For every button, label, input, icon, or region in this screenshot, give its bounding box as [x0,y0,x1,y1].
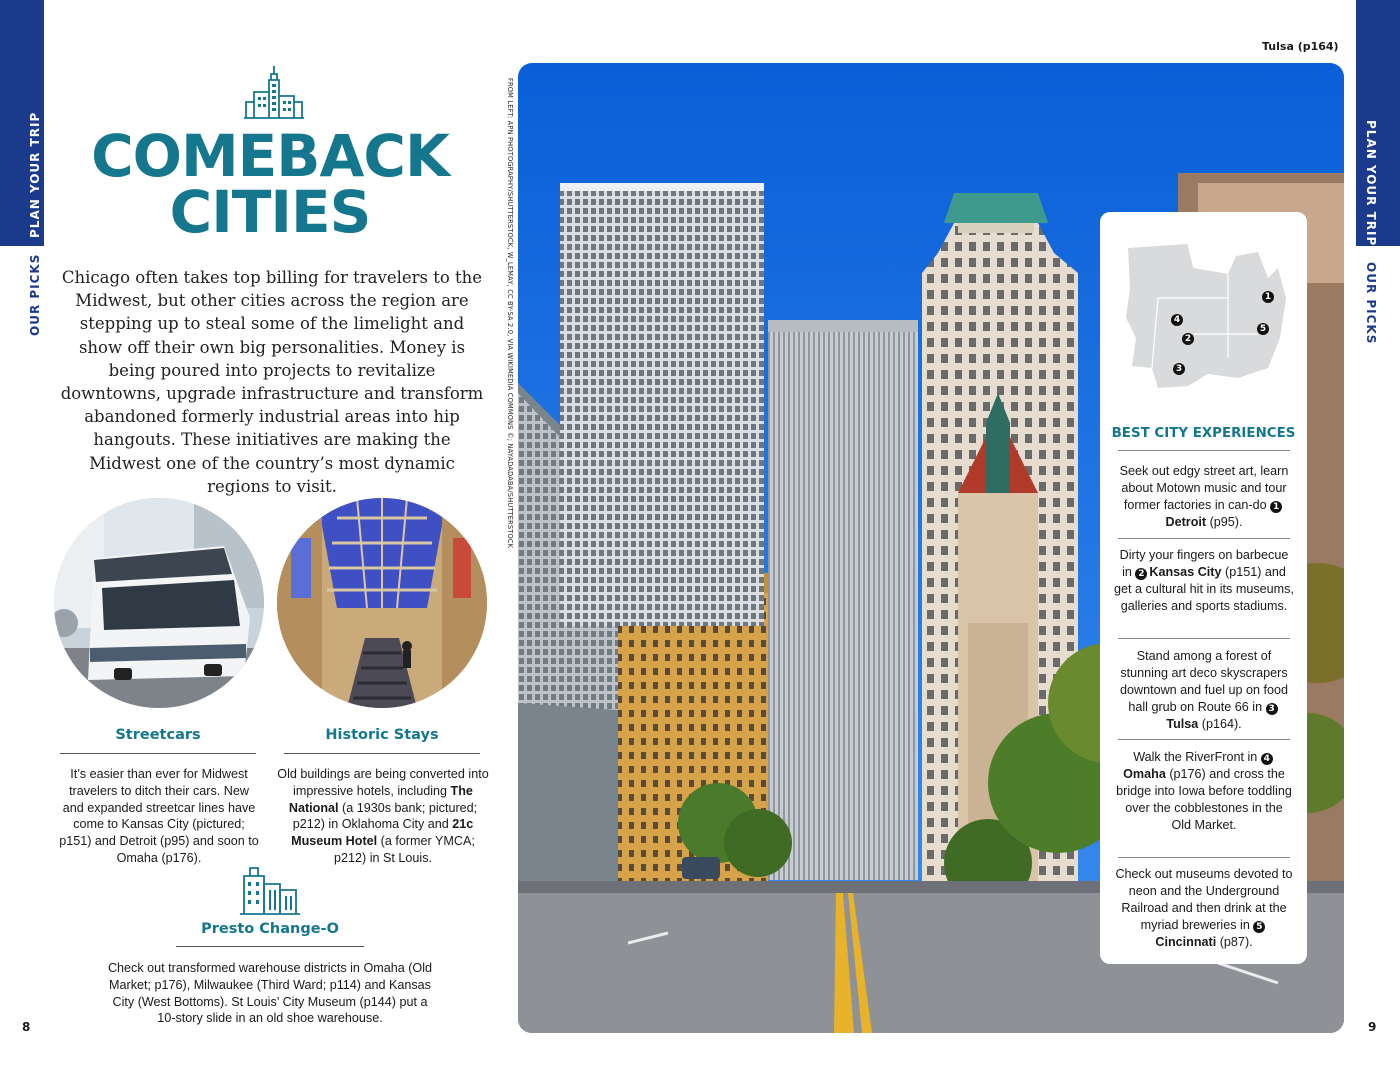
historic-stays-heading: Historic Stays [325,727,439,743]
historic-stays-body: Old buildings are being converted into impressive hotels, including The National (a 1930s bank; pictured; p212) in Oklahoma City and 21c Museum Hotel (a former YMCA; p212) in St Louis. [277,767,489,865]
card-separator [1118,538,1290,539]
map-marker-3: 3 [1173,363,1185,375]
map-marker-5: 5 [1257,323,1269,335]
map-marker-2: 2 [1182,333,1194,345]
experience-tulsa: Stand among a forest of stunning art deco skyscrapers downtown and fuel up on food hall grub on Route 66 in 3Tulsa (p164). [1119,649,1289,731]
midwest-map [1118,238,1290,390]
right-plan-your-trip-label: PLAN YOUR TRIP [1364,120,1378,247]
city-buildings-icon [244,62,304,120]
intro-paragraph: Chicago often takes top billing for travelers to the Midwest, but other cities across the region are stepping up to steal some of the limelight and show off their own big personalities. Money is being poured into projects to revitalize downtowns, upgrade infrastructure and transform abandoned formerly industrial areas into hip hangouts. These initiatives are making the Midwest one of the country’s most dynamic regions to visit. [60,268,484,496]
left-plan-your-trip-label: PLAN YOUR TRIP [28,111,42,238]
card-separator [1118,857,1290,858]
card-separator [1118,638,1290,639]
card-heading-rule [1118,450,1290,451]
best-city-experiences-heading: BEST CITY EXPERIENCES [1111,426,1296,441]
photo-credit: FROM LEFT: APN PHOTOGRAPHY/SHUTTERSTOCK, W_LEMAY, CC BY-SA 2.0, VIA WIKIMEDIA COMMONS ©; NAYADADABA/SHUTTERSTOCK [506,78,514,549]
streetcars-rule [60,753,256,754]
historic-hotel-photo [277,498,487,708]
warehouse-buildings-icon [240,864,300,916]
best-city-experiences-card [1100,212,1307,964]
21c-museum-hotel-name: 21c Museum Hotel [291,817,474,849]
photo-caption: Tulsa (p164) [1262,40,1339,53]
experience-detroit: Seek out edgy street art, learn about Motown music and tour former factories in can-do 1Detroit (p95). [1119,464,1289,529]
streetcars-heading: Streetcars [115,727,201,743]
map-marker-1: 1 [1262,291,1274,303]
left-page-number: 8 [22,1020,31,1034]
page-title [60,122,480,246]
card-separator [1118,739,1290,740]
presto-change-o-body: Check out transformed warehouse districts in Omaha (Old Market; p176), Milwaukee (Third Ward; p114) and Kansas City (West Bottoms). St Louis’ City Museum (p144) put a 10-story slide in an old shoe warehouse. [107,961,433,1026]
presto-change-o-heading: Presto Change-O [201,921,339,937]
presto-change-o-rule [176,946,364,947]
experience-cincinnati: Check out museums devoted to neon and the Underground Railroad and then drink at the myriad breweries in 5Cincinnati (p87). [1115,867,1293,949]
historic-stays-rule [284,753,480,754]
right-side-tab [1356,0,1400,246]
experience-kansas-city: Dirty your fingers on barbecue in 2 Kansas City (p151) and get a cultural hit in its museums, galleries and sports stadiums. [1114,548,1294,613]
streetcars-body: It’s easier than ever for Midwest travelers to ditch their cars. New and expanded streetcar lines have come to Kansas City (pictured; p151) and Detroit (p95) and soon to Omaha (p176). [59,767,259,865]
left-our-picks-label: OUR PICKS [28,253,42,336]
map-marker-4: 4 [1171,314,1183,326]
right-page-number: 9 [1368,1020,1377,1034]
streetcar-photo [54,498,264,708]
the-national-name: The National [288,783,473,815]
title-line-1: COMEBACK [91,122,449,190]
right-our-picks-label: OUR PICKS [1364,262,1378,345]
experience-omaha: Walk the RiverFront in 4Omaha (p176) and cross the bridge into Iowa before toddling over the cobblestones in the Old Market. [1116,750,1292,832]
title-line-2: CITIES [169,178,371,246]
